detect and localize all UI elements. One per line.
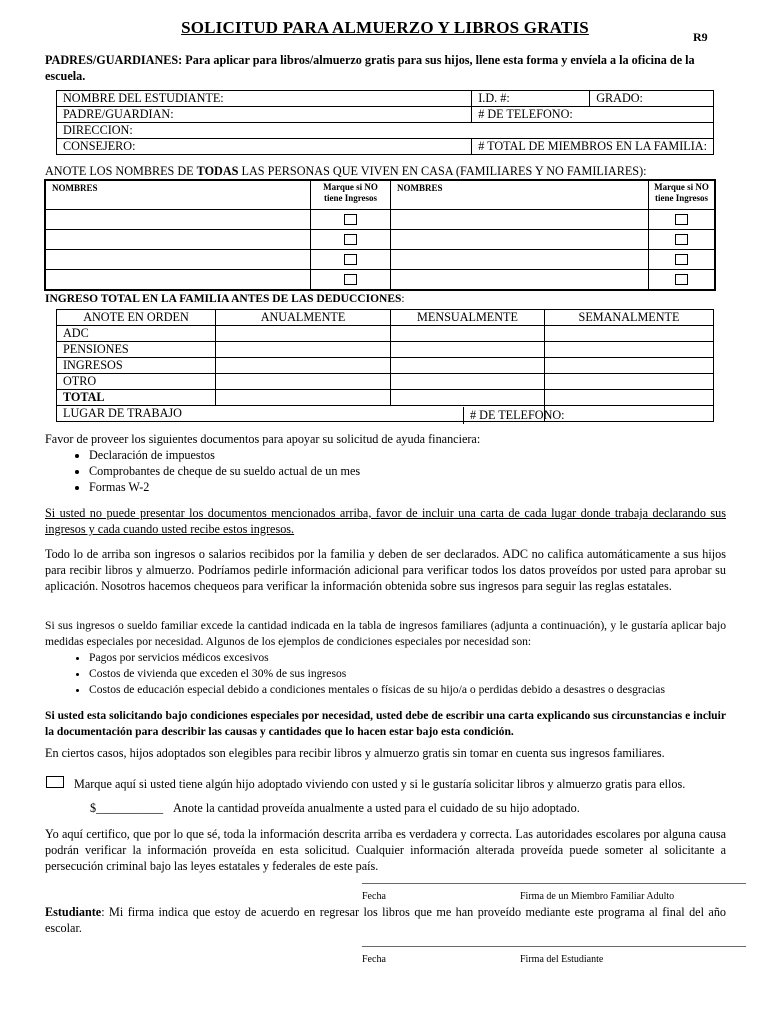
- member-name-input[interactable]: [391, 270, 649, 291]
- table-row: [57, 358, 714, 374]
- no-income-checkbox[interactable]: [344, 274, 357, 285]
- table-row: [57, 374, 714, 390]
- table-row: [57, 326, 714, 342]
- table-row: [45, 270, 715, 291]
- household-table: [44, 179, 716, 291]
- income-row-label: PENSIONES: [57, 342, 216, 358]
- adopted-check-label: Marque aquí si usted tiene algún hijo adoptado viviendo con usted y si le gustaría solicitar libros y almuerzo gratis para ellos.: [74, 777, 686, 791]
- income-row-label: OTRO: [57, 374, 216, 390]
- parent-phone-field[interactable]: # DE TELEFONO:: [472, 107, 714, 123]
- adopted-note: En ciertos casos, hijos adoptados son elegibles para recibir libros y almuerzo gratis sin tomar en cuenta sus ingresos familiares.: [45, 746, 665, 760]
- household-total-field[interactable]: # TOTAL DE MIEMBROS EN LA FAMILIA:: [472, 139, 714, 155]
- member-name-input[interactable]: [45, 270, 311, 291]
- no-income-checkbox[interactable]: [344, 214, 357, 225]
- documents-section: Favor de proveer los siguientes documentos para apoyar su solicitud de ayuda financiera: • Declaración de impuestos • Comprobantes de cheque de su sueldo actual de un mes • Formas W-2: [45, 431, 726, 495]
- table-row: [45, 210, 715, 230]
- grade-field[interactable]: GRADO:: [590, 91, 714, 107]
- col-no-income-left: Marque si NO tiene Ingresos: [311, 180, 391, 210]
- income-col-header: ANUALMENTE: [216, 310, 391, 326]
- table-row: [45, 230, 715, 250]
- address-field[interactable]: DIRECCION:: [57, 123, 714, 139]
- student-statement: Estudiante: Mi firma indica que estoy de acuerdo en regresar los libros que me han proveído mediante este programa al final del año escolar.: [45, 905, 726, 935]
- member-name-input[interactable]: [45, 230, 311, 250]
- letter-note: Si usted no puede presentar los documentos mencionados arriba, favor de incluir una carta de cada lugar donde trabaja declarando sus ingresos y cada cuando usted recibe estos ingresos.: [45, 506, 726, 536]
- adopted-amount-label: Anote la cantidad proveída anualmente a usted para el cuidado de su hijo adoptado.: [173, 801, 580, 815]
- no-income-checkbox[interactable]: [344, 234, 357, 245]
- income-col-header: ANOTE EN ORDEN: [57, 310, 216, 326]
- no-income-checkbox[interactable]: [675, 214, 688, 225]
- income-col-header: MENSUALMENTE: [391, 310, 545, 326]
- list-item: • Formas W-2: [89, 479, 726, 495]
- page-title: SOLICITUD PARA ALMUERZO Y LIBROS GRATIS: [181, 18, 589, 37]
- member-name-input[interactable]: [45, 250, 311, 270]
- member-name-input[interactable]: [391, 230, 649, 250]
- no-income-checkbox[interactable]: [675, 274, 688, 285]
- member-name-input[interactable]: [391, 210, 649, 230]
- list-item: • Pagos por servicios médicos excesivos: [89, 650, 726, 666]
- student-signature-label: Firma del Estudiante: [520, 954, 604, 965]
- table-row: [45, 250, 715, 270]
- list-item: • Comprobantes de cheque de su sueldo actual de un mes: [89, 463, 726, 479]
- col-names-left: NOMBRES: [45, 180, 311, 210]
- income-row-label: INGRESOS: [57, 358, 216, 374]
- special-letter-note: Si usted esta solicitando bajo condiciones especiales por necesidad, usted debe de escribir una carta explicando sus circunstancias e incluir la documentación para describir las causas y cantidades que lo hacen estar bajo esta condición.: [45, 709, 726, 738]
- income-heading: INGRESO TOTAL EN LA FAMILIA ANTES DE LAS DEDUCCIONES:: [45, 293, 405, 305]
- no-income-checkbox[interactable]: [344, 254, 357, 265]
- household-instruction: ANOTE LOS NOMBRES DE TODAS LAS PERSONAS QUE VIVEN EN CASA (FAMILIARES Y NO FAMILIARES):: [45, 164, 647, 178]
- income-row-label: ADC: [57, 326, 216, 342]
- list-item: • Declaración de impuestos: [89, 447, 726, 463]
- no-income-checkbox[interactable]: [675, 234, 688, 245]
- adopted-checkbox[interactable]: [46, 776, 64, 788]
- student-info-table: [56, 90, 714, 155]
- list-item: • Costos de vivienda que exceden el 30% de sus ingresos: [89, 666, 726, 682]
- student-signature-line[interactable]: ________________________________________________________________: [362, 934, 746, 948]
- income-note: Todo lo de arriba son ingresos o salarios recibidos por la familia y deben de ser declarados. ADC no califica automáticamente a sus hijos para recibir libros y almuerzo. Podríamos pedirle información adicional para verificar todos los datos proveídos por usted para aprobar su aplicación. Nosotros hacemos chequeos para verificar la información obtenida sobre sus ingresos para seguir las reglas estatales.: [45, 547, 726, 593]
- parent-field[interactable]: PADRE/GUARDIAN:: [57, 107, 472, 123]
- col-names-right: NOMBRES: [391, 180, 649, 210]
- income-col-header: SEMANALMENTE: [545, 310, 714, 326]
- adult-date-label: Fecha: [362, 891, 386, 902]
- list-item: • Costos de educación especial debido a condiciones mentales o físicas de su hijo/a o perdidas debido a desastres o desgracias: [89, 682, 726, 698]
- workplace-field[interactable]: LUGAR DE TRABAJO: [57, 406, 545, 422]
- no-income-checkbox[interactable]: [675, 254, 688, 265]
- workplace-phone-label: # DE TELEFONO:: [470, 408, 565, 422]
- student-id-field[interactable]: I.D. #:: [472, 91, 590, 107]
- col-no-income-right: Marque si NO tiene Ingresos: [649, 180, 716, 210]
- table-row: [57, 406, 714, 422]
- table-row: [57, 390, 714, 406]
- special-needs-section: Si sus ingresos o sueldo familiar excede la cantidad indicada en la tabla de ingresos familiares (adjunta a continuación), y le gustaría aplicar bajo medidas especiales por necesidad. Algunos de los ejemplos de condiciones especiales por necesidad son: • Pagos por servicios médicos excesivos • Costos de vivienda que exceden el 30% de sus ingresos • Costos de educación especial debido a condiciones mentales o físicas de su hijo/a o perdidas debido a desastres o desgracias: [45, 618, 726, 698]
- student-name-field[interactable]: NOMBRE DEL ESTUDIANTE:: [57, 91, 472, 107]
- adopted-amount-input[interactable]: $___________: [90, 801, 164, 815]
- income-row-label: TOTAL: [57, 390, 216, 406]
- income-table: [56, 309, 714, 422]
- table-row: [57, 342, 714, 358]
- certification-text: Yo aquí certifico, que por lo que sé, toda la información descrita arriba es verdadera y correcta. Las autoridades escolares por alguna causa podrán verificar la información proveída en esta solicitud. Cualquier información alterada proveída puede someter al solicitante a persecución criminal bajo las leyes estatales y federales de este país.: [45, 827, 726, 873]
- member-name-input[interactable]: [45, 210, 311, 230]
- member-name-input[interactable]: [391, 250, 649, 270]
- divider: [463, 407, 464, 424]
- adult-signature-line[interactable]: ________________________________________________________________: [362, 871, 746, 885]
- student-date-label: Fecha: [362, 954, 386, 965]
- workplace-phone-field[interactable]: [545, 406, 714, 422]
- counselor-field[interactable]: CONSEJERO:: [57, 139, 472, 155]
- form-code: R9: [693, 30, 708, 44]
- adult-signature-label: Firma de un Miembro Familiar Adulto: [520, 891, 675, 902]
- intro-text: PADRES/GUARDIANES: Para aplicar para libros/almuerzo gratis para sus hijos, llene esta forma y envíela a la oficina de la escuela.: [45, 53, 695, 83]
